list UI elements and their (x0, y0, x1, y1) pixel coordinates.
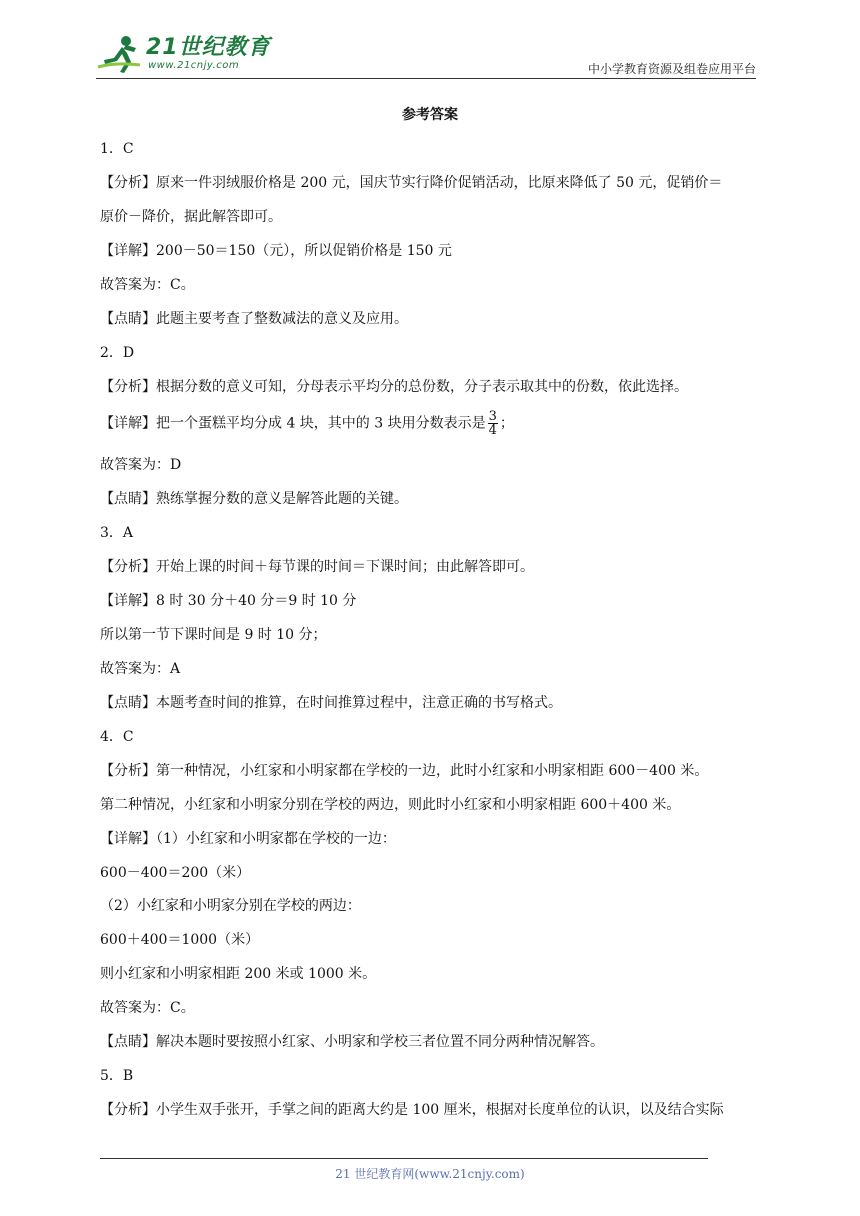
answer-line: 【分析】开始上课的时间＋每节课的时间＝下课时间；由此解答即可。 (100, 559, 534, 575)
answer-line: 【详解】200－50＝150（元），所以促销价格是 150 元 (100, 243, 452, 259)
logo-url: www.21cnjy.com (148, 60, 240, 71)
answer-line: 【分析】第一种情况，小红家和小明家都在学校的一边，此时小红家和小明家相距 600－400 米。 (100, 763, 709, 779)
answer-line: 第二种情况，小红家和小明家分别在学校的两边，则此时小红家和小明家相距 600＋400 米。 (100, 797, 681, 813)
answer-text: 【详解】把一个蛋糕平均分成 4 块，其中的 3 块用分数表示是 (100, 415, 486, 432)
fraction (488, 410, 498, 437)
page-header (96, 28, 756, 80)
header-divider (96, 78, 756, 79)
fraction-denominator: 4 (488, 423, 497, 438)
answer-line: 1．C (100, 141, 134, 157)
answer-line: 故答案为：D (100, 457, 182, 473)
answer-line: 4．C (100, 729, 134, 745)
answer-line: 故答案为：C。 (100, 1000, 195, 1016)
answer-line: 600＋400＝1000（米） (100, 932, 260, 948)
platform-name: 中小学教育资源及组卷应用平台 (587, 62, 756, 76)
answer-line: 【详解】8 时 30 分＋40 分＝9 时 10 分 (100, 593, 357, 609)
answer-line: 【分析】原来一件羽绒服价格是 200 元，国庆节实行降价促销活动，比原来降低了 50 元，促销价＝ (100, 175, 723, 191)
answer-line: 则小红家和小明家相距 200 米或 1000 米。 (100, 966, 377, 982)
page-title: 参考答案 (402, 107, 458, 123)
answer-line: 5．B (100, 1068, 134, 1084)
answer-line: 【点睛】本题考查时间的推算，在时间推算过程中，注意正确的书写格式。 (100, 695, 562, 711)
answer-line: 【分析】根据分数的意义可知，分母表示平均分的总份数，分子表示取其中的份数，依此选择。 (100, 379, 688, 395)
logo-title: 21世纪教育 (146, 35, 271, 60)
runner-logo-icon (96, 34, 142, 74)
answer-line: 故答案为：A (100, 661, 181, 677)
answer-line: 【分析】小学生双手张开，手掌之间的距离大约是 100 厘米，根据对长度单位的认识，以及结合实际 (100, 1102, 724, 1118)
logo (96, 32, 271, 76)
answer-line: 【点睛】熟练掌握分数的意义是解答此题的关键。 (100, 491, 408, 507)
footer-text: 21 世纪教育网(www.21cnjy.com) (335, 1167, 525, 1181)
answer-line: 【点睛】此题主要考查了整数减法的意义及应用。 (100, 311, 408, 327)
answer-line: 原价－降价，据此解答即可。 (100, 209, 282, 225)
answer-line: 故答案为：C。 (100, 277, 195, 293)
fraction-numerator: 3 (488, 409, 497, 424)
answer-line: 所以第一节下课时间是 9 时 10 分； (100, 627, 327, 643)
answer-line-with-fraction (100, 410, 514, 437)
fraction-suffix: ； (499, 415, 514, 432)
answer-line: 3．A (100, 525, 134, 541)
answer-line: 2．D (100, 345, 135, 361)
answer-line: 【点睛】解决本题时要按照小红家、小明家和学校三者位置不同分两种情况解答。 (100, 1034, 604, 1050)
answer-line: 【详解】（1）小红家和小明家都在学校的一边： (100, 831, 396, 847)
footer-divider (100, 1158, 708, 1159)
answer-line: 600－400＝200（米） (100, 865, 251, 881)
answer-line: （2）小红家和小明家分别在学校的两边： (100, 898, 361, 914)
